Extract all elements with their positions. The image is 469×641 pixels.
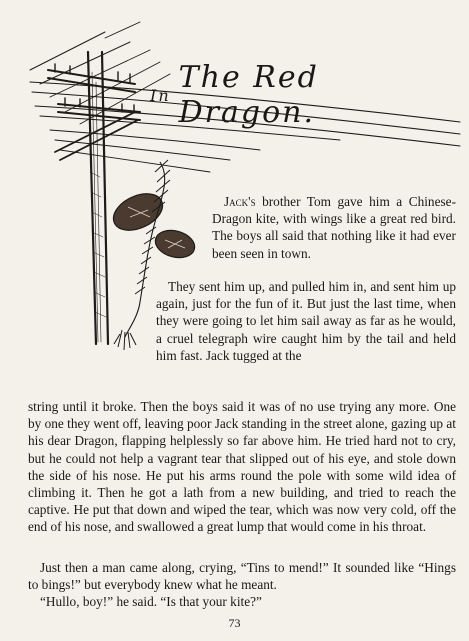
- paragraph-5: [28, 593, 456, 610]
- paragraph-4-text: Just then a man came along, crying, “Tins to mend!” It sounded like “Hings to bings!” but everybody knew what he meant.: [28, 560, 456, 593]
- paragraph-3-text: string until it broke. Then the boys said it was of no use trying any more. One by one they went off, leaving poor Jack standing in the street alone, gazing up at his dear Dragon, flapping helplessly so far above him. He tried hard not to cry, but he could not help a vagrant tear that slipped out of his eye, and stole down the side of his nose. He put his arms round the pole with some wild idea of climbing it. Then he got a lath from a new building, and tried to reach the captive. He put that down and wiped the tear, which was now very cold, off the end of his nose, and swallowed a great lump that would come in his throat.: [28, 399, 456, 535]
- paragraph-2: [156, 278, 456, 364]
- paragraph-1-text: brother Tom gave him a Chinese-Dragon kite, with wings like a great red bird. The boys all said that nothing like it had ever been seen in town.: [212, 194, 456, 261]
- paragraph-2-text: They sent him up, and pulled him in, and sent him up again, just for the fun of it. But just the last time, when they were going to let him sail away as far as he would, a cruel telegraph wire caught him by the tail and held him fast. Jack tugged at the: [156, 279, 456, 363]
- paragraph-1: [212, 193, 456, 262]
- page-number: 73: [228, 616, 241, 630]
- chapter-title: [150, 60, 450, 130]
- title-prefix: In: [150, 85, 171, 105]
- title-main: The Red Dragon.: [178, 60, 319, 130]
- paragraph-1-lead-word: Jack's: [224, 194, 256, 209]
- paragraph-5-text: “Hullo, boy!” he said. “Is that your kite?”: [40, 594, 262, 609]
- paragraph-4: [28, 559, 456, 593]
- paragraph-3: [28, 398, 456, 536]
